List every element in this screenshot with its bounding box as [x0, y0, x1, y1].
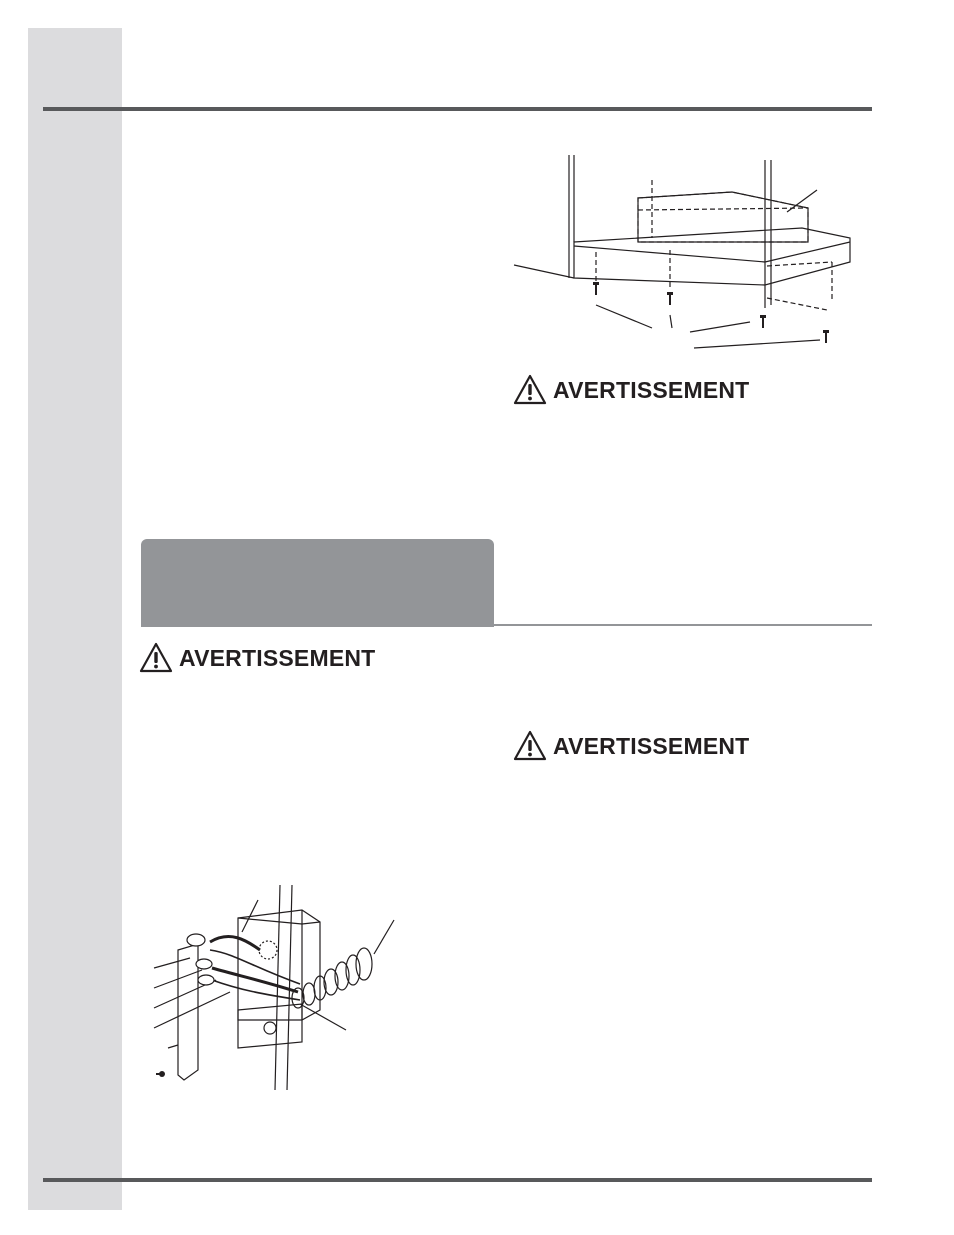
warning-heading: [139, 641, 375, 675]
section-header-tab: [141, 539, 494, 627]
warning-triangle-icon: [513, 374, 547, 406]
warning-label: AVERTISSEMENT: [553, 376, 750, 403]
header-rule: [43, 107, 872, 111]
warning-heading: [513, 729, 749, 763]
cabinet-mounting-diagram: [512, 150, 852, 350]
warning-heading: [513, 373, 749, 407]
junction-box-wiring-diagram: [150, 880, 400, 1090]
warning-triangle-icon: [139, 642, 173, 674]
warning-label: AVERTISSEMENT: [179, 644, 376, 671]
side-margin-strip: [28, 28, 122, 1210]
section-header-rule: [494, 624, 872, 626]
warning-triangle-icon: [513, 730, 547, 762]
warning-label: AVERTISSEMENT: [553, 732, 750, 759]
footer-rule: [43, 1178, 872, 1182]
